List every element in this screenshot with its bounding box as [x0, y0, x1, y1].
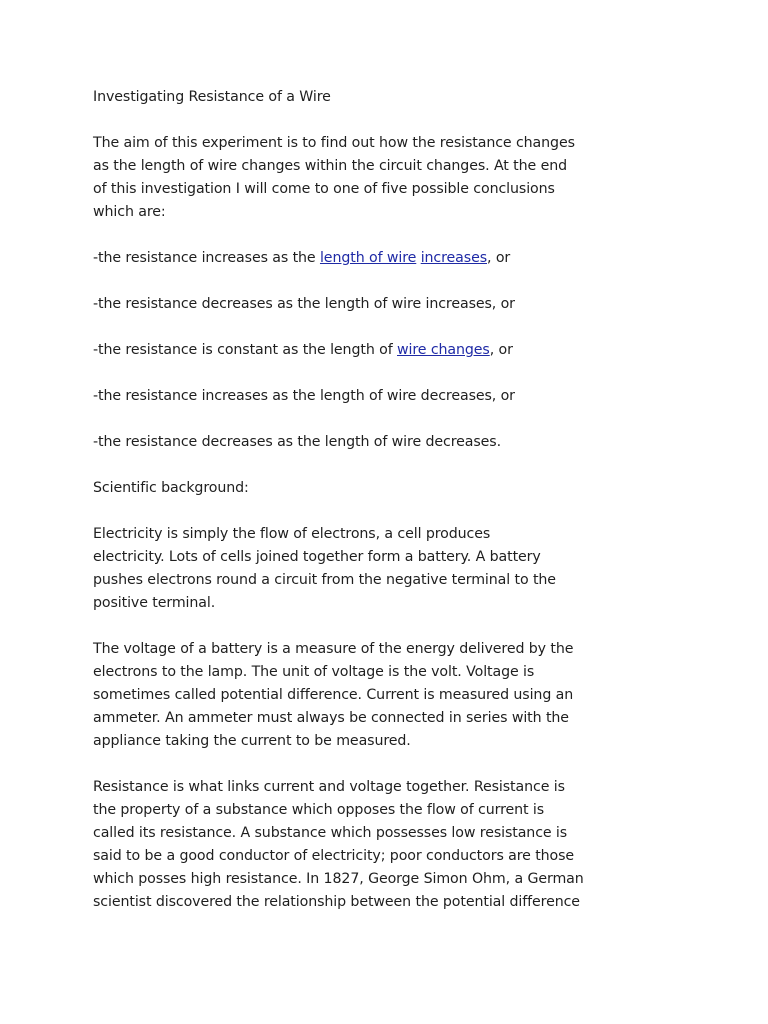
- conclusion-5: [93, 431, 593, 454]
- resistance-line: which posses high resistance. In 1827, George Simon Ohm, a German: [93, 871, 584, 887]
- electricity-line: Electricity is simply the flow of electrons, a cell produces: [93, 526, 491, 542]
- aim-line: which are:: [93, 204, 166, 220]
- increases-link[interactable]: increases: [420, 250, 487, 266]
- resistance-paragraph: [93, 776, 593, 914]
- resistance-line: scientist discovered the relationship between the potential difference: [93, 894, 580, 910]
- background-heading-text: Scientific background:: [93, 480, 249, 496]
- conclusion-4-text: -the resistance increases as the length of wire decreases, or: [93, 388, 515, 404]
- voltage-line: electrons to the lamp. The unit of voltage is the volt. Voltage is: [93, 664, 535, 680]
- voltage-line: The voltage of a battery is a measure of the energy delivered by the: [93, 641, 574, 657]
- resistance-line: the property of a substance which opposes the flow of current is: [93, 802, 545, 818]
- conclusion-3-text-before: -the resistance is constant as the length of: [93, 342, 398, 358]
- background-heading: [93, 477, 593, 500]
- length-of-wire-link[interactable]: length of wire: [319, 250, 417, 266]
- conclusion-3-text-after: , or: [489, 342, 513, 358]
- conclusion-5-text: -the resistance decreases as the length of wire decreases.: [93, 434, 501, 450]
- voltage-line: ammeter. An ammeter must always be connected in series with the: [93, 710, 569, 726]
- electricity-paragraph: [93, 523, 593, 615]
- electricity-line: electricity. Lots of cells joined together form a battery. A battery: [93, 549, 541, 565]
- conclusion-2: [93, 293, 593, 316]
- conclusion-1-line: [93, 247, 593, 270]
- conclusion-3-line: [93, 339, 593, 362]
- conclusion-1-text-after: , or: [487, 250, 511, 266]
- electricity-line: pushes electrons round a circuit from the negative terminal to the: [93, 572, 556, 588]
- resistance-line: Resistance is what links current and voltage together. Resistance is: [93, 779, 565, 795]
- document-title: Investigating Resistance of a Wire: [93, 89, 331, 105]
- resistance-line: called its resistance. A substance which possesses low resistance is: [93, 825, 568, 841]
- conclusion-1: [93, 247, 593, 270]
- conclusion-3: [93, 339, 593, 362]
- voltage-line: appliance taking the current to be measured.: [93, 733, 411, 749]
- document-page: [93, 86, 593, 937]
- conclusion-1-text-before: -the resistance increases as the: [93, 250, 320, 266]
- wire-changes-link[interactable]: wire changes: [397, 342, 490, 358]
- resistance-line: said to be a good conductor of electricity; poor conductors are those: [93, 848, 575, 864]
- aim-line: The aim of this experiment is to find out how the resistance changes: [93, 135, 575, 151]
- conclusion-2-text: -the resistance decreases as the length of wire increases, or: [93, 296, 515, 312]
- voltage-paragraph: [93, 638, 593, 753]
- aim-line: as the length of wire changes within the circuit changes. At the end: [93, 158, 568, 174]
- conclusion-4: [93, 385, 593, 408]
- electricity-line: positive terminal.: [93, 595, 216, 611]
- voltage-line: sometimes called potential difference. Current is measured using an: [93, 687, 574, 703]
- aim-paragraph: [93, 132, 593, 224]
- aim-line: of this investigation I will come to one of five possible conclusions: [93, 181, 555, 197]
